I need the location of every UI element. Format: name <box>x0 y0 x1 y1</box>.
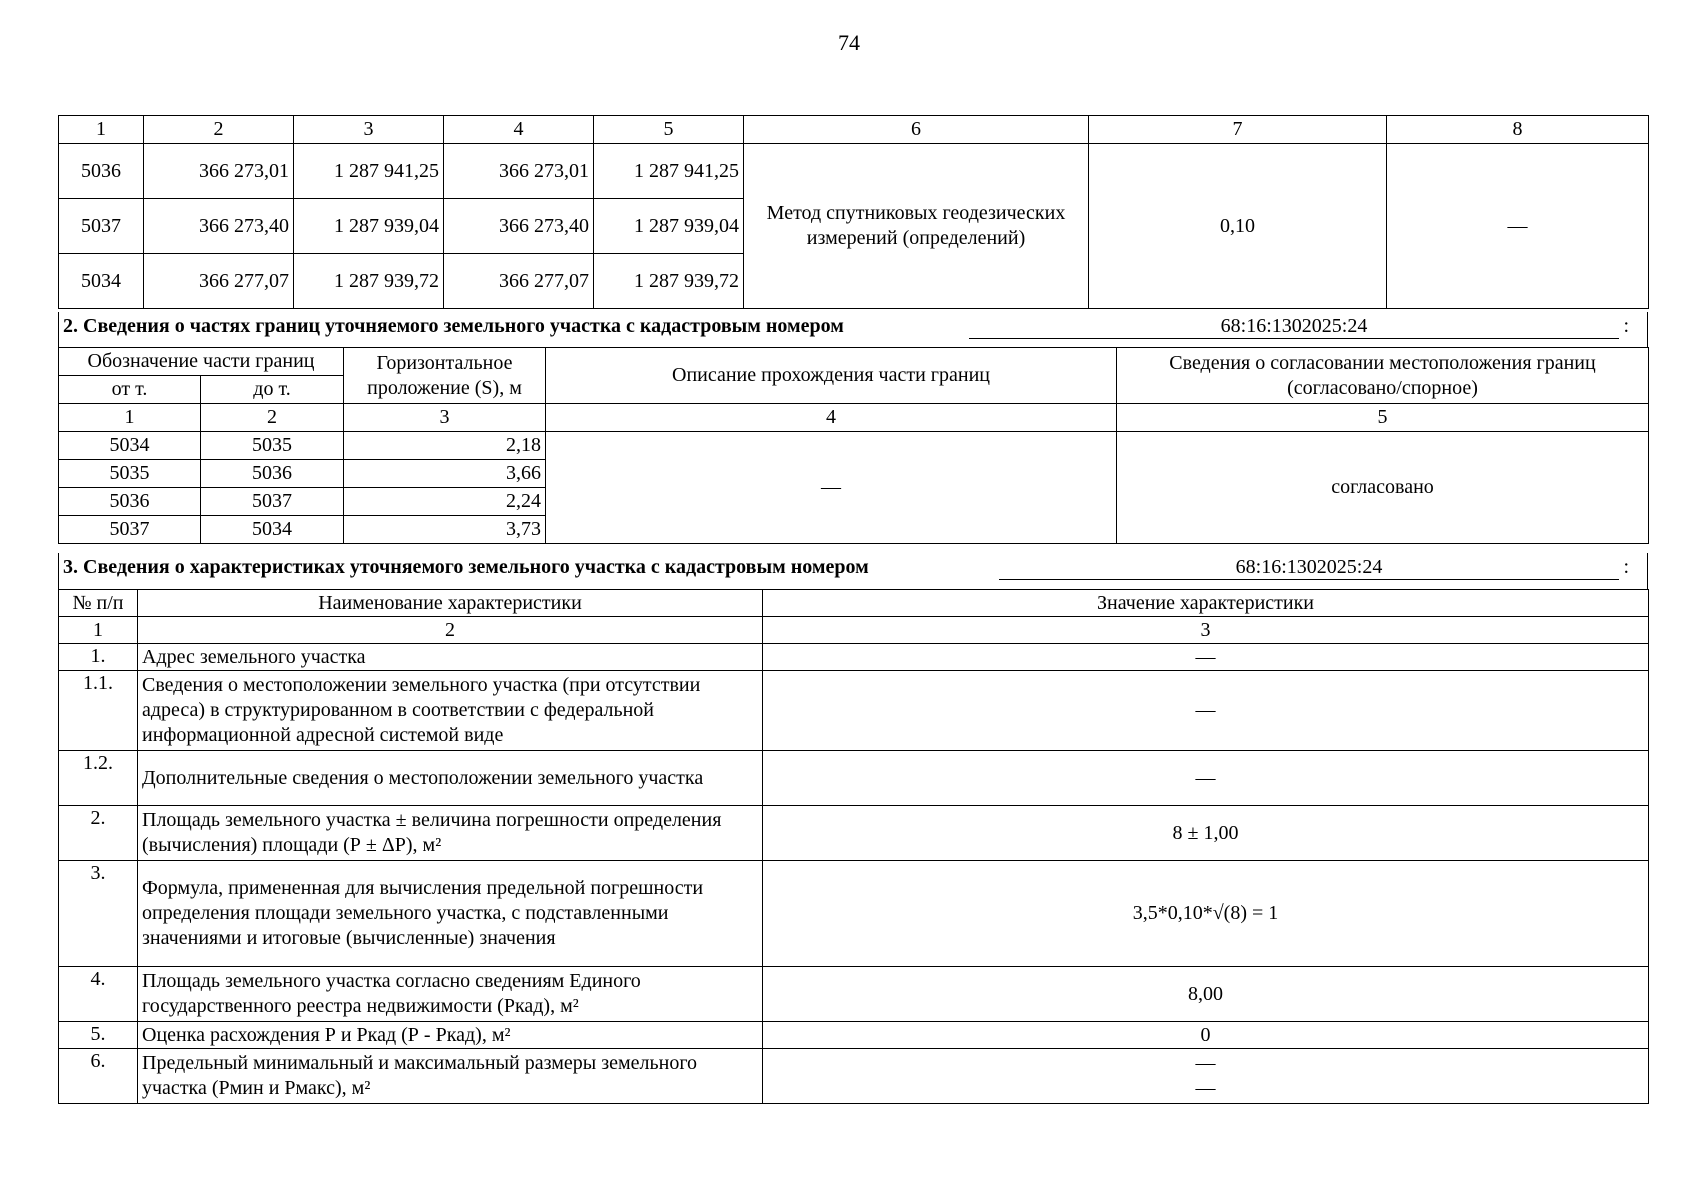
table-row <box>59 644 1649 671</box>
head-from: от т. <box>59 376 201 404</box>
coord-value: 366 277,07 <box>444 254 594 309</box>
characteristic-name: Оценка расхождения Р и Ркад (Р - Ркад), м² <box>138 1022 763 1049</box>
table-row <box>59 861 1649 967</box>
max-value: — <box>1195 1077 1216 1099</box>
method-cell: Метод спутниковых геодезических измерений (определений) <box>744 144 1089 309</box>
horiz-distance: 2,18 <box>344 432 546 460</box>
coord-value: 366 277,07 <box>144 254 294 309</box>
boundary-parts-table <box>58 347 1649 544</box>
characteristic-value: — <box>763 644 1649 671</box>
head-horiz: Горизонтальное проложение (S), м <box>344 348 546 404</box>
accuracy-cell: 0,10 <box>1089 144 1387 309</box>
from-point: 5036 <box>59 488 201 516</box>
row-number: 1.2. <box>59 751 138 806</box>
characteristic-name: Предельный минимальный и максимальный размеры земельного участка (Рмин и Рмакс), м² <box>138 1049 763 1104</box>
section-2-header <box>58 312 1648 347</box>
to-point: 5036 <box>201 460 344 488</box>
col-number: 2 <box>138 617 763 644</box>
coord-value: 366 273,40 <box>144 199 294 254</box>
colon: : <box>1623 315 1629 337</box>
head-name: Наименование характеристики <box>138 590 763 617</box>
cadastral-number: 68:16:1302025:24 <box>999 556 1619 580</box>
coordinates-table <box>58 115 1649 309</box>
table-row <box>59 1022 1649 1049</box>
characteristic-value <box>763 1049 1649 1104</box>
col-number: 3 <box>763 617 1649 644</box>
horiz-distance: 2,24 <box>344 488 546 516</box>
characteristic-name: Адрес земельного участка <box>138 644 763 671</box>
table-row <box>59 671 1649 751</box>
col-number: 4 <box>546 404 1117 432</box>
characteristic-value: 8 ± 1,00 <box>763 806 1649 861</box>
characteristic-name: Площадь земельного участка согласно сведениям Единого государственного реестра недвижимости (Ркад), м² <box>138 967 763 1022</box>
coord-value: 1 287 939,04 <box>594 199 744 254</box>
from-point: 5037 <box>59 516 201 544</box>
to-point: 5035 <box>201 432 344 460</box>
row-number: 1. <box>59 644 138 671</box>
table-row <box>59 432 1649 460</box>
row-number: 5. <box>59 1022 138 1049</box>
point-id: 5036 <box>59 144 144 199</box>
col-header: 4 <box>444 116 594 144</box>
col-header: 6 <box>744 116 1089 144</box>
col-number: 3 <box>344 404 546 432</box>
coord-value: 1 287 941,25 <box>594 144 744 199</box>
horiz-distance: 3,66 <box>344 460 546 488</box>
page-number: 74 <box>838 30 860 55</box>
col-number: 5 <box>1117 404 1649 432</box>
coord-value: 366 273,01 <box>144 144 294 199</box>
section-3-title: 3. Сведения о характеристиках уточняемого земельного участка с кадастровым номером <box>63 556 869 578</box>
characteristic-value: 8,00 <box>763 967 1649 1022</box>
desc-cell: — <box>546 432 1117 544</box>
to-point: 5037 <box>201 488 344 516</box>
characteristic-name: Дополнительные сведения о местоположении земельного участка <box>138 751 763 806</box>
characteristic-value: — <box>763 671 1649 751</box>
table-row <box>59 1049 1649 1104</box>
cadastral-number: 68:16:1302025:24 <box>969 315 1619 339</box>
head-part: Обозначение части границ <box>59 348 344 376</box>
row-number: 1.1. <box>59 671 138 751</box>
characteristic-name: Сведения о местоположении земельного участка (при отсутствии адреса) в структурированном в соответствии с федеральной информационной адресной системой виде <box>138 671 763 751</box>
min-value: — <box>1195 1052 1216 1074</box>
col-number: 2 <box>201 404 344 432</box>
colon: : <box>1623 556 1629 578</box>
from-point: 5035 <box>59 460 201 488</box>
row-number: 3. <box>59 861 138 967</box>
table-row <box>59 806 1649 861</box>
from-point: 5034 <box>59 432 201 460</box>
row-number: 4. <box>59 967 138 1022</box>
coord-value: 1 287 939,72 <box>594 254 744 309</box>
col-header: 2 <box>144 116 294 144</box>
col-header: 7 <box>1089 116 1387 144</box>
head-agree: Сведения о согласовании местоположения границ (согласовано/спорное) <box>1117 348 1649 404</box>
horiz-distance: 3,73 <box>344 516 546 544</box>
head-desc: Описание прохождения части границ <box>546 348 1117 404</box>
col-header: 3 <box>294 116 444 144</box>
section-2-title: 2. Сведения о частях границ уточняемого земельного участка с кадастровым номером <box>63 315 844 337</box>
col-number: 1 <box>59 617 138 644</box>
section-3-header <box>58 553 1648 589</box>
head-num: № п/п <box>59 590 138 617</box>
table-row <box>59 144 1649 199</box>
point-id: 5034 <box>59 254 144 309</box>
coord-value: 366 273,01 <box>444 144 594 199</box>
characteristic-name: Площадь земельного участка ± величина погрешности определения (вычисления) площади (Р ± ΔР), м² <box>138 806 763 861</box>
table-row <box>59 751 1649 806</box>
col-header: 5 <box>594 116 744 144</box>
col-header: 8 <box>1387 116 1649 144</box>
col-number: 1 <box>59 404 201 432</box>
characteristic-value: 0 <box>763 1022 1649 1049</box>
characteristic-value: 3,5*0,10*√(8) = 1 <box>763 861 1649 967</box>
row-number: 6. <box>59 1049 138 1104</box>
col-header: 1 <box>59 116 144 144</box>
coord-value: 1 287 939,72 <box>294 254 444 309</box>
coord-value: 366 273,40 <box>444 199 594 254</box>
to-point: 5034 <box>201 516 344 544</box>
head-to: до т. <box>201 376 344 404</box>
row-number: 2. <box>59 806 138 861</box>
characteristic-value: — <box>763 751 1649 806</box>
characteristic-name: Формула, примененная для вычисления предельной погрешности определения площади земельного участка, с подставленными значениями и итоговые (вычисленные) значения <box>138 861 763 967</box>
col8-cell: — <box>1387 144 1649 309</box>
point-id: 5037 <box>59 199 144 254</box>
coord-value: 1 287 941,25 <box>294 144 444 199</box>
coord-value: 1 287 939,04 <box>294 199 444 254</box>
head-value: Значение характеристики <box>763 590 1649 617</box>
agree-cell: согласовано <box>1117 432 1649 544</box>
characteristics-table <box>58 589 1649 1104</box>
table-row <box>59 967 1649 1022</box>
